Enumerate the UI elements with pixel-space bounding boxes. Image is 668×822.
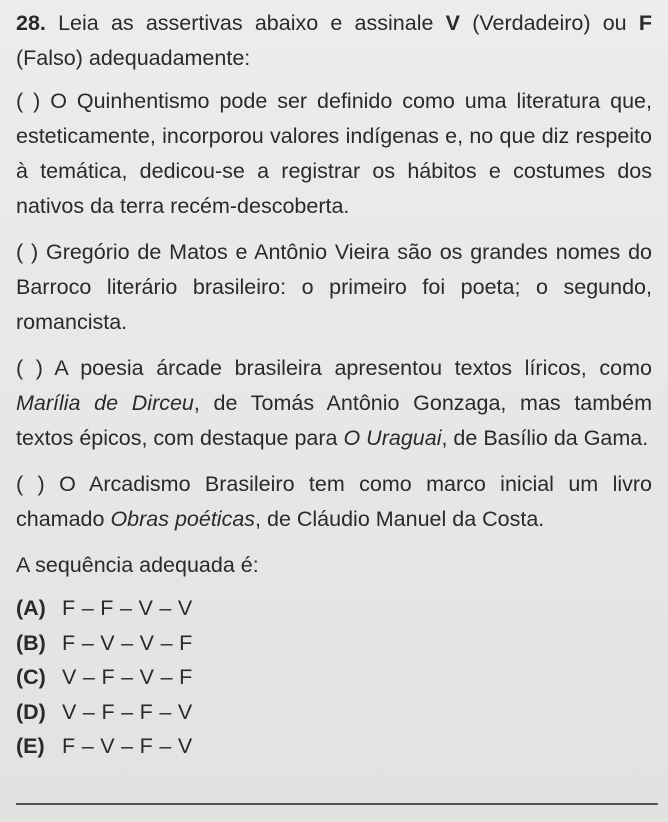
answer-blank-3[interactable]: ( ) xyxy=(16,356,43,380)
option-d[interactable] xyxy=(16,695,652,730)
option-e-text: F – V – F – V xyxy=(62,734,193,758)
assertion-3-text-before: A poesia árcade brasileira apresentou textos líricos, como xyxy=(54,356,652,380)
options-list xyxy=(16,591,652,764)
assertion-4-text-after: , de Cláudio Manuel da Costa. xyxy=(255,507,545,531)
assertion-2-text: Gregório de Matos e Antônio Vieira são os grandes nomes do Barroco literário brasileiro: o primeiro foi poeta; o segundo, romancista. xyxy=(16,240,652,334)
option-b-text: F – V – V – F xyxy=(62,630,193,655)
work-title-uraguai: O Uraguai xyxy=(343,426,442,450)
sequence-prompt: A sequência adequada é: xyxy=(16,553,259,577)
assertion-3 xyxy=(16,351,652,456)
option-d-letter: (D) xyxy=(16,699,46,724)
option-a-text: F – F – V – V xyxy=(62,596,193,620)
assertion-1-text: O Quinhentismo pode ser definido como uma literatura que, esteticamente, incorporou valores indígenas e, no que diz respeito à temática, dedicou-se a registrar os hábitos e costumes dos nativos da terra recém-descoberta. xyxy=(16,89,652,218)
bottom-divider xyxy=(16,803,658,805)
answer-blank-2[interactable]: ( ) xyxy=(16,240,39,264)
option-a-letter: (A) xyxy=(16,596,46,620)
assertion-3-text-after: , de Basílio da Gama. xyxy=(441,426,649,450)
option-d-text: V – F – F – V xyxy=(62,699,193,724)
option-a[interactable] xyxy=(16,591,652,626)
assertion-3-text-middle: , de Tomás Antônio Gonzaga, mas também textos épicos, com destaque para xyxy=(16,391,653,450)
question-header xyxy=(16,6,652,76)
option-c[interactable] xyxy=(16,660,652,695)
f-label: (Falso) adequadamente: xyxy=(16,46,251,70)
question-number: 28. xyxy=(16,11,46,35)
question-28 xyxy=(16,6,652,764)
f-letter: F xyxy=(638,11,652,35)
option-b[interactable] xyxy=(16,626,652,661)
answer-blank-4[interactable]: ( ) xyxy=(16,472,45,496)
option-c-letter: (C) xyxy=(16,665,46,689)
answer-blank-1[interactable]: ( ) xyxy=(16,89,41,113)
v-label: (Verdadeiro) ou xyxy=(472,11,627,35)
work-title-obras-poeticas: Obras poéticas xyxy=(110,507,256,531)
assertion-1 xyxy=(16,84,652,224)
option-e[interactable] xyxy=(16,729,652,764)
option-c-text: V – F – V – F xyxy=(62,665,193,689)
option-e-letter: (E) xyxy=(16,734,45,758)
work-title-marilia: Marília de Dirceu xyxy=(16,391,194,415)
v-letter: V xyxy=(445,11,460,35)
assertion-4-text-before: O Arcadismo Brasileiro tem como marco inicial um livro chamado xyxy=(16,472,652,531)
assertion-2 xyxy=(16,235,652,340)
question-prompt: Leia as assertivas abaixo e assinale xyxy=(58,11,434,35)
assertion-4 xyxy=(16,467,652,537)
option-b-letter: (B) xyxy=(16,630,46,655)
